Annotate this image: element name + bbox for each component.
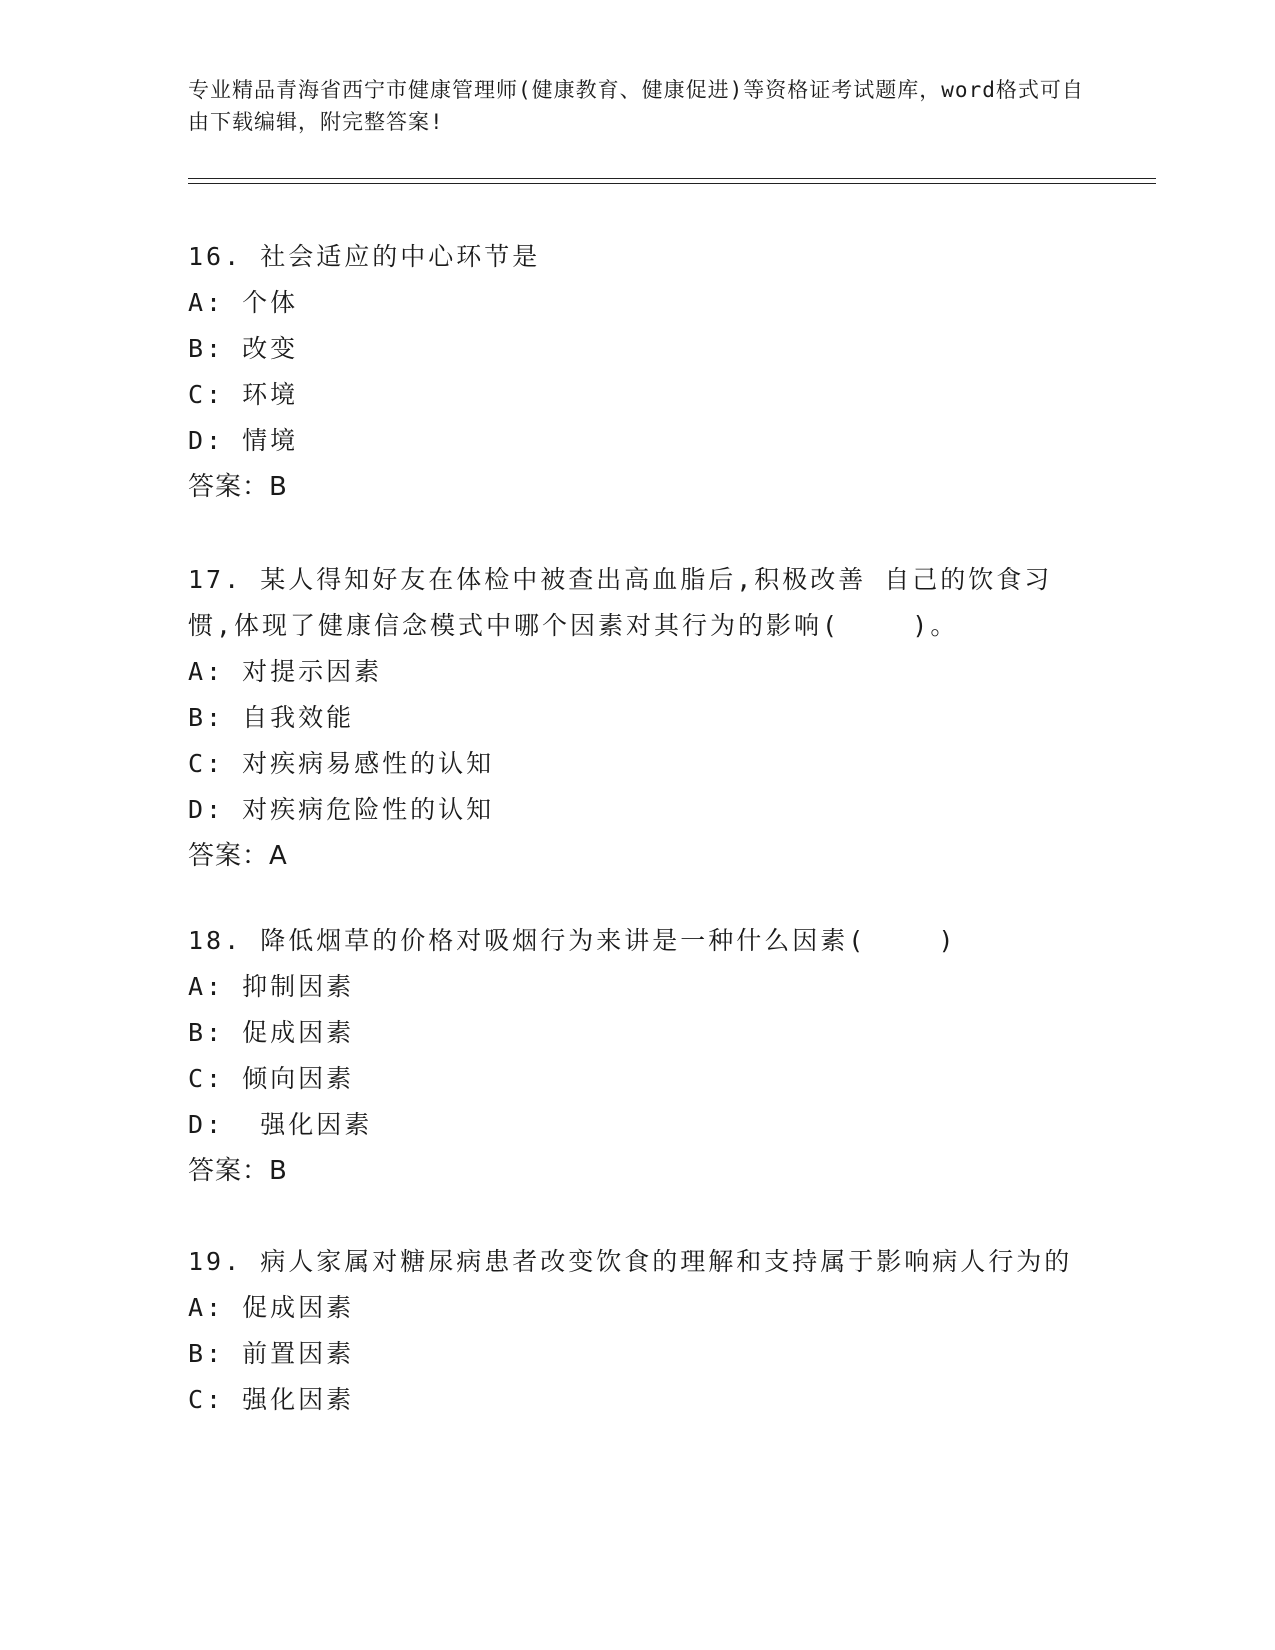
question-18 xyxy=(188,918,1088,1194)
option-d: D: 强化因素 xyxy=(188,1110,373,1139)
question-17 xyxy=(188,557,1088,879)
option-a: A: 个体 xyxy=(188,288,299,317)
option-a: A: 抑制因素 xyxy=(188,972,355,1001)
option-b: B: 改变 xyxy=(188,334,299,363)
option-c: C: 倾向因素 xyxy=(188,1064,355,1093)
answer-label: 答案：A xyxy=(188,841,288,871)
option-c: C: 环境 xyxy=(188,380,299,409)
option-b: B: 促成因素 xyxy=(188,1018,355,1047)
option-c: C: 对疾病易感性的认知 xyxy=(188,749,495,778)
option-b: B: 前置因素 xyxy=(188,1339,355,1368)
answer-label: 答案：B xyxy=(188,472,288,502)
option-d: D: 对疾病危险性的认知 xyxy=(188,795,495,824)
option-b: B: 自我效能 xyxy=(188,703,355,732)
question-stem: 16. 社会适应的中心环节是 xyxy=(188,242,541,271)
answer-label: 答案：B xyxy=(188,1156,288,1186)
question-stem: 18. 降低烟草的价格对吸烟行为来讲是一种什么因素( ) xyxy=(188,926,957,955)
document-header: 专业精品青海省西宁市健康管理师(健康教育、健康促进)等资格证考试题库，word格式可自由下载编辑，附完整答案! xyxy=(188,78,1084,134)
option-a: A: 对提示因素 xyxy=(188,657,383,686)
option-c: C: 强化因素 xyxy=(188,1385,355,1414)
question-16 xyxy=(188,234,1088,510)
question-stem: 19. 病人家属对糖尿病患者改变饮食的理解和支持属于影响病人行为的 xyxy=(188,1247,1073,1276)
question-stem: 17. 某人得知好友在体检中被查出高血脂后,积极改善 自己的饮食习惯,体现了健康信念模式中哪个因素对其行为的影响( )。 xyxy=(188,565,1053,640)
header-divider-bottom xyxy=(188,183,1156,184)
option-d: D: 情境 xyxy=(188,426,299,455)
question-19 xyxy=(188,1239,1088,1423)
header-divider-top xyxy=(188,178,1156,179)
option-a: A: 促成因素 xyxy=(188,1293,355,1322)
